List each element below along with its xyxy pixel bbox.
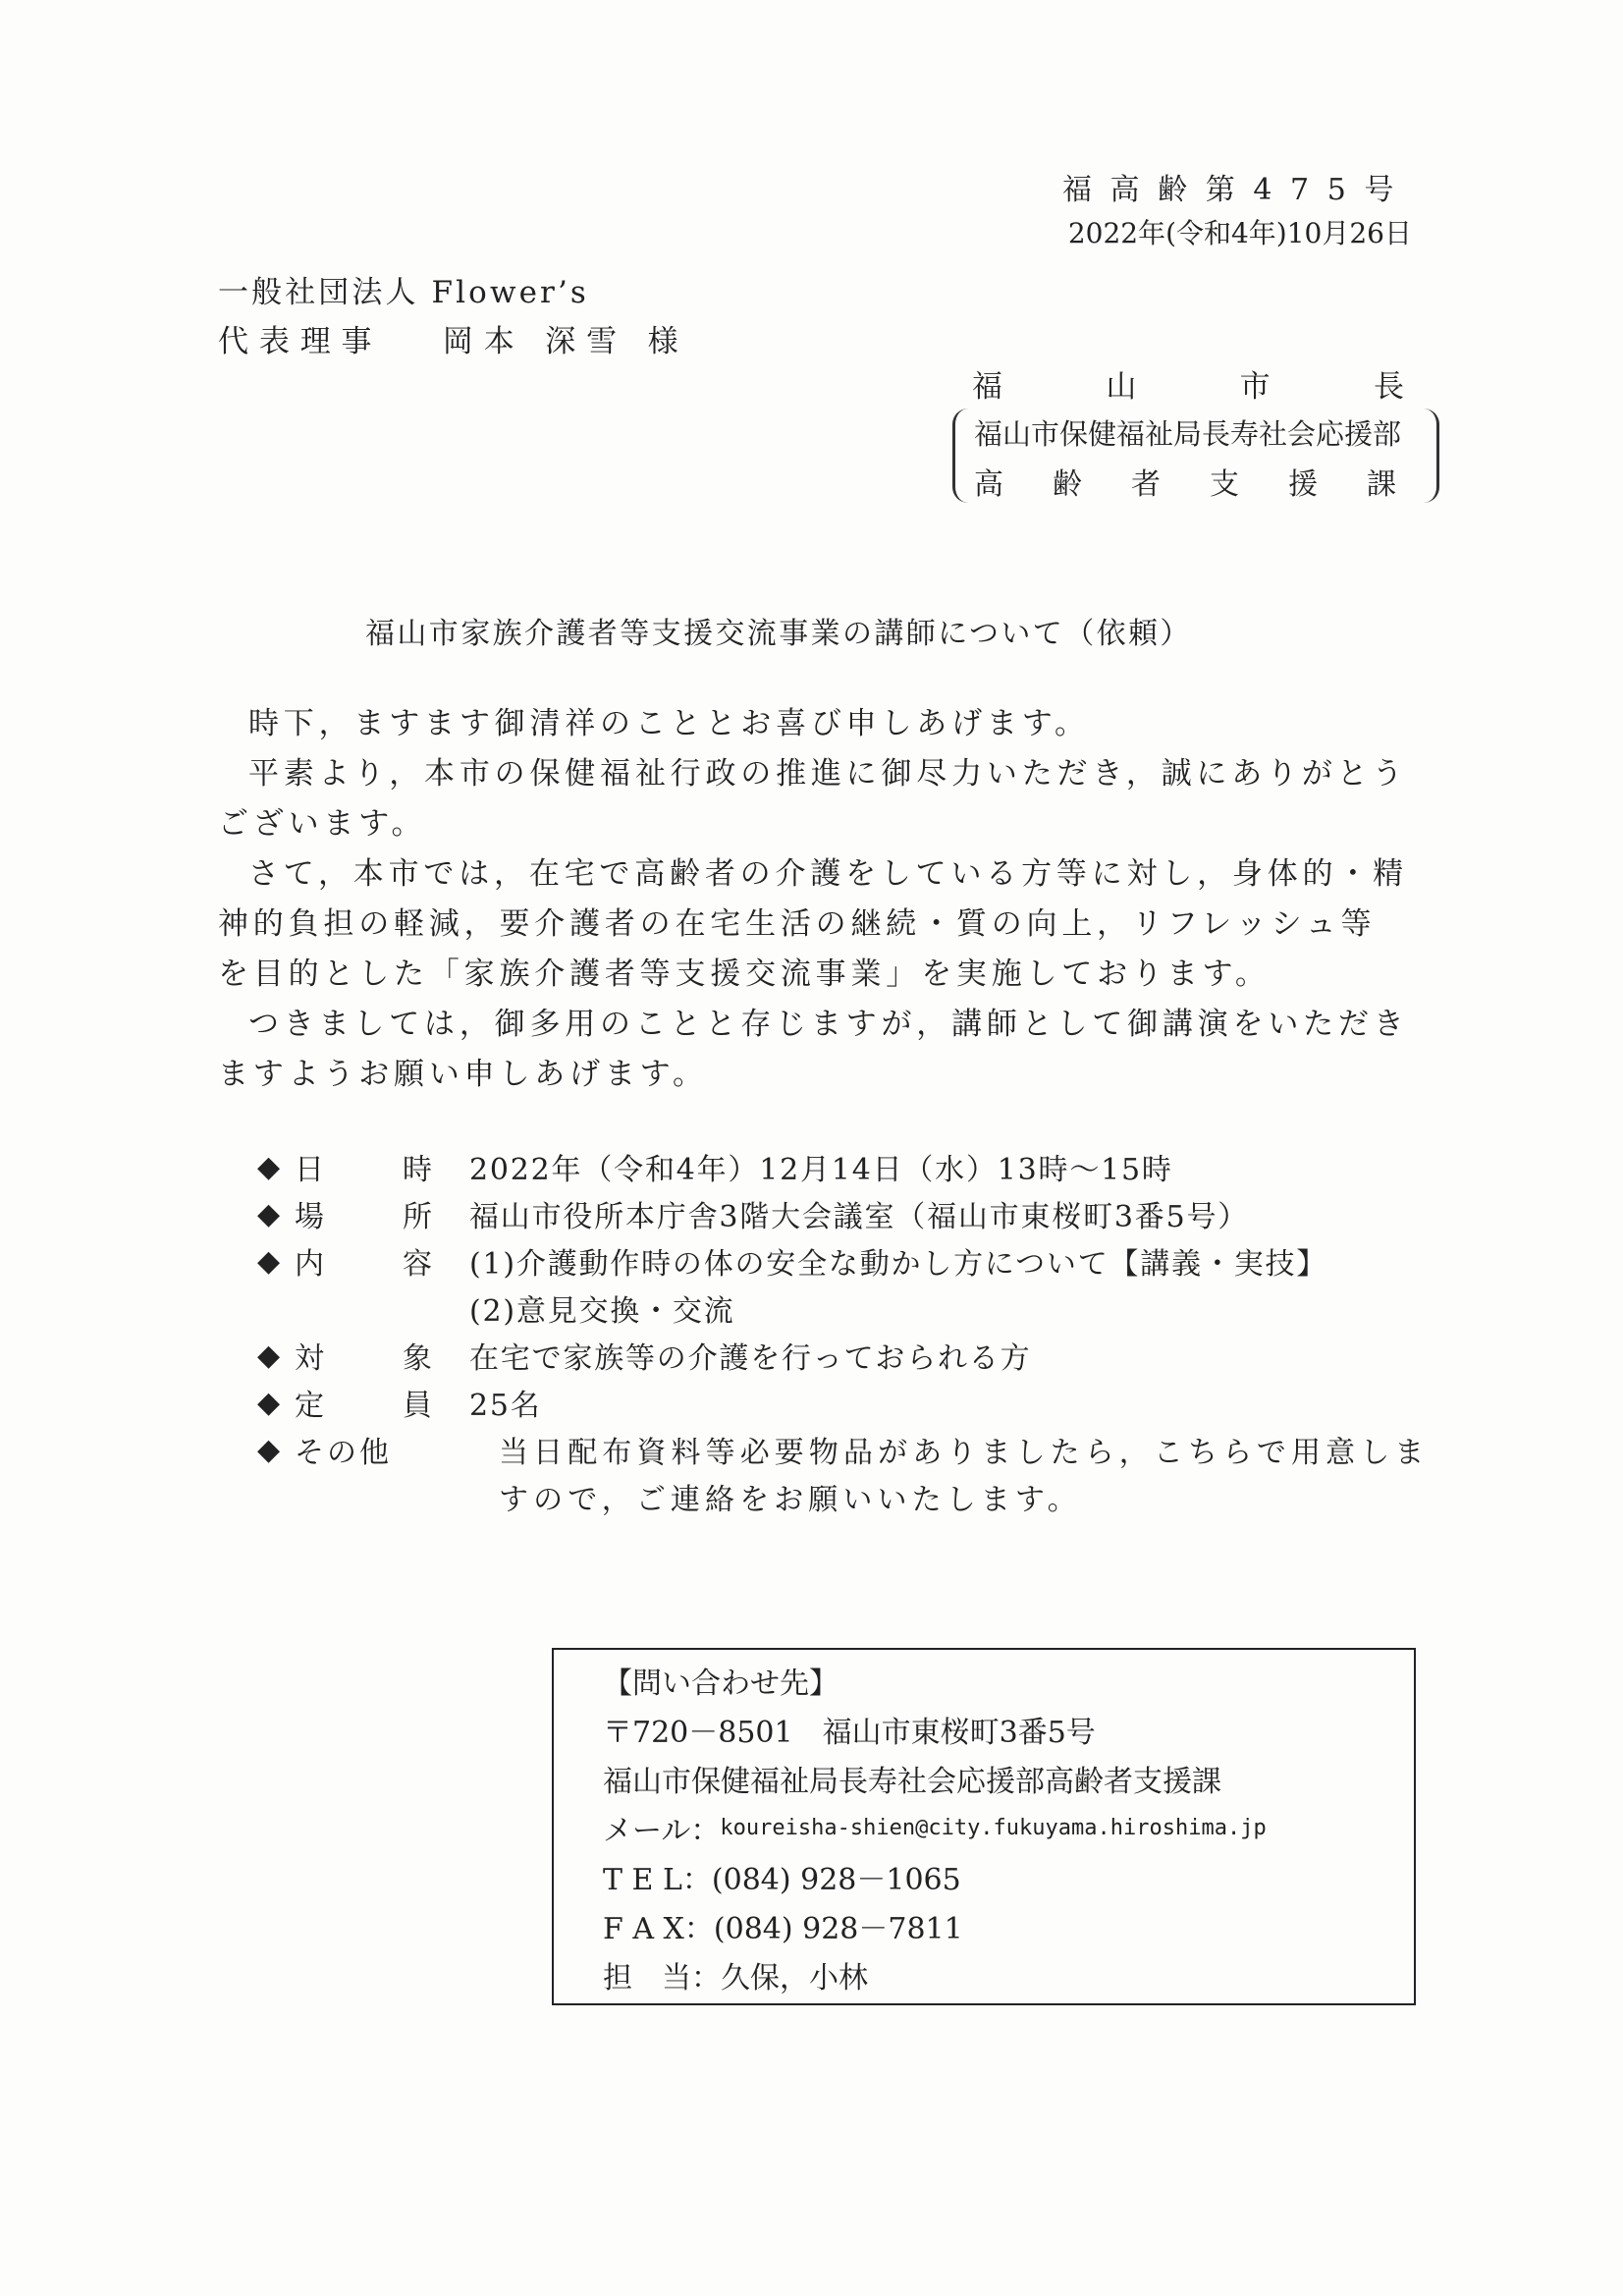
sender-section-char: 援 — [1288, 467, 1318, 502]
detail-label — [295, 1239, 432, 1283]
body-paragraph-thanks: 平素より，本市の保健福祉行政の推進に御尽力いただき，誠にありがとうございます。 — [218, 756, 1408, 842]
detail-value: 在宅で家族等の介護を行っておられる方 — [469, 1341, 1032, 1376]
detail-value: 2022年（令和4年）12月14日（水）13時～15時 — [469, 1153, 1173, 1187]
sender-section-char: 課 — [1367, 467, 1396, 502]
sender-title — [972, 361, 1404, 406]
detail-content-cont — [257, 1285, 1429, 1332]
diamond-bullet-icon: ◆ — [257, 1385, 281, 1420]
sender-section-char: 高 — [974, 467, 1003, 502]
tel-label: T E L： — [603, 1863, 712, 1897]
detail-place — [257, 1190, 1429, 1237]
sender-section-char: 者 — [1131, 467, 1161, 502]
diamond-bullet-icon: ◆ — [257, 1432, 281, 1467]
body-paragraph-greeting: 時下，ますます御清祥のこととお喜び申しあげます。 — [248, 706, 1090, 741]
label-char: 時 — [403, 1153, 432, 1187]
detail-label — [295, 1381, 432, 1424]
letter-body — [218, 699, 1411, 1100]
label-char: 所 — [403, 1200, 432, 1234]
detail-value: すので，ご連絡をお願いいたします。 — [499, 1483, 1082, 1517]
sender-section-char: 齢 — [1053, 467, 1082, 502]
fax-number: (084) 928－7811 — [713, 1912, 963, 1946]
sender-department: 福山市保健福祉局長寿社会応援部 — [974, 417, 1402, 451]
detail-datetime — [257, 1143, 1429, 1190]
detail-label — [295, 1192, 432, 1235]
contact-tel-row — [603, 1852, 1267, 1901]
tel-number: (084) 928－1065 — [711, 1863, 961, 1897]
label-char: 場 — [295, 1200, 324, 1234]
body-paragraph-request: つきましては，御多用のことと存じますが，講師として御講演をいただきますようお願い申しあげます。 — [218, 1007, 1409, 1092]
recipient-title: 代表理事 — [218, 324, 383, 359]
detail-value: 当日配布資料等必要物品がありましたら，こちらで用意しま — [499, 1436, 1430, 1470]
contact-address: 〒720－8501 福山市東桜町3番5号 — [603, 1716, 1096, 1750]
detail-value: (2)意見交換・交流 — [469, 1294, 735, 1329]
label-char: 容 — [403, 1247, 432, 1282]
sender-section-char: 支 — [1210, 467, 1239, 502]
recipient-line — [218, 316, 689, 360]
label-char: 日 — [295, 1153, 324, 1187]
label-char: 内 — [295, 1247, 324, 1282]
sender-title-char: 長 — [1373, 369, 1404, 405]
sender-title-char: 福 — [972, 369, 1002, 405]
detail-other — [257, 1426, 1429, 1473]
detail-value: (1)介護動作時の体の安全な動かし方について【講義・実技】 — [469, 1247, 1328, 1282]
staff-names: 久保，小林 — [721, 1961, 868, 1995]
staff-label: 担 当： — [603, 1961, 721, 1995]
mail-address[interactable]: koureisha-shien@city.fukuyama.hiroshima.jp — [720, 1815, 1267, 1840]
sender-title-char: 市 — [1239, 369, 1271, 405]
detail-other-cont — [257, 1473, 1429, 1520]
detail-value: 25名 — [469, 1389, 542, 1423]
contact-info — [603, 1656, 1267, 1999]
sender-title-char: 山 — [1106, 369, 1137, 405]
detail-label — [295, 1334, 432, 1377]
document-number: 福高齢第475号 — [1061, 173, 1412, 207]
body-paragraph-purpose: さて，本市では，在宅で高齢者の介護をしている方等に対し，身体的・精神的負担の軽減，要介護者の在宅生活の継続・質の向上，リフレッシュ等を目的とした「家族介護者等支援交流事業」を実施しております。 — [218, 856, 1408, 992]
contact-section: 福山市保健福祉局長寿社会応援部高齢者支援課 — [603, 1765, 1221, 1799]
subject-title: 福山市家族介護者等支援交流事業の講師について（依頼） — [365, 617, 1192, 651]
contact-fax-row — [603, 1901, 1267, 1950]
fax-label: F A X： — [603, 1912, 714, 1946]
recipient-organization: 一般社団法人 Flower’s — [218, 275, 589, 310]
contact-mail-row — [603, 1803, 1267, 1852]
label-char: 象 — [403, 1341, 432, 1376]
detail-target — [257, 1332, 1429, 1379]
sender-section — [974, 460, 1396, 503]
diamond-bullet-icon: ◆ — [257, 1243, 281, 1279]
diamond-bullet-icon: ◆ — [257, 1149, 281, 1184]
contact-staff-row — [603, 1950, 1267, 1999]
document-date: 2022年(令和4年)10月26日 — [1067, 217, 1412, 249]
label-char: 員 — [403, 1389, 432, 1423]
mail-label: メール： — [603, 1814, 721, 1848]
detail-capacity — [257, 1379, 1429, 1426]
label-char: 定 — [295, 1389, 324, 1423]
contact-heading: 【問い合わせ先】 — [603, 1667, 839, 1701]
recipient-name: 岡本 深雪 様 — [442, 324, 689, 359]
detail-label: その他 — [295, 1436, 392, 1470]
event-details — [257, 1143, 1429, 1520]
detail-label — [295, 1145, 432, 1188]
diamond-bullet-icon: ◆ — [257, 1196, 281, 1231]
diamond-bullet-icon: ◆ — [257, 1338, 281, 1373]
detail-value: 福山市役所本庁舎3階大会議室（福山市東桜町3番5号） — [469, 1200, 1250, 1234]
label-char: 対 — [295, 1341, 324, 1376]
detail-content — [257, 1237, 1429, 1285]
